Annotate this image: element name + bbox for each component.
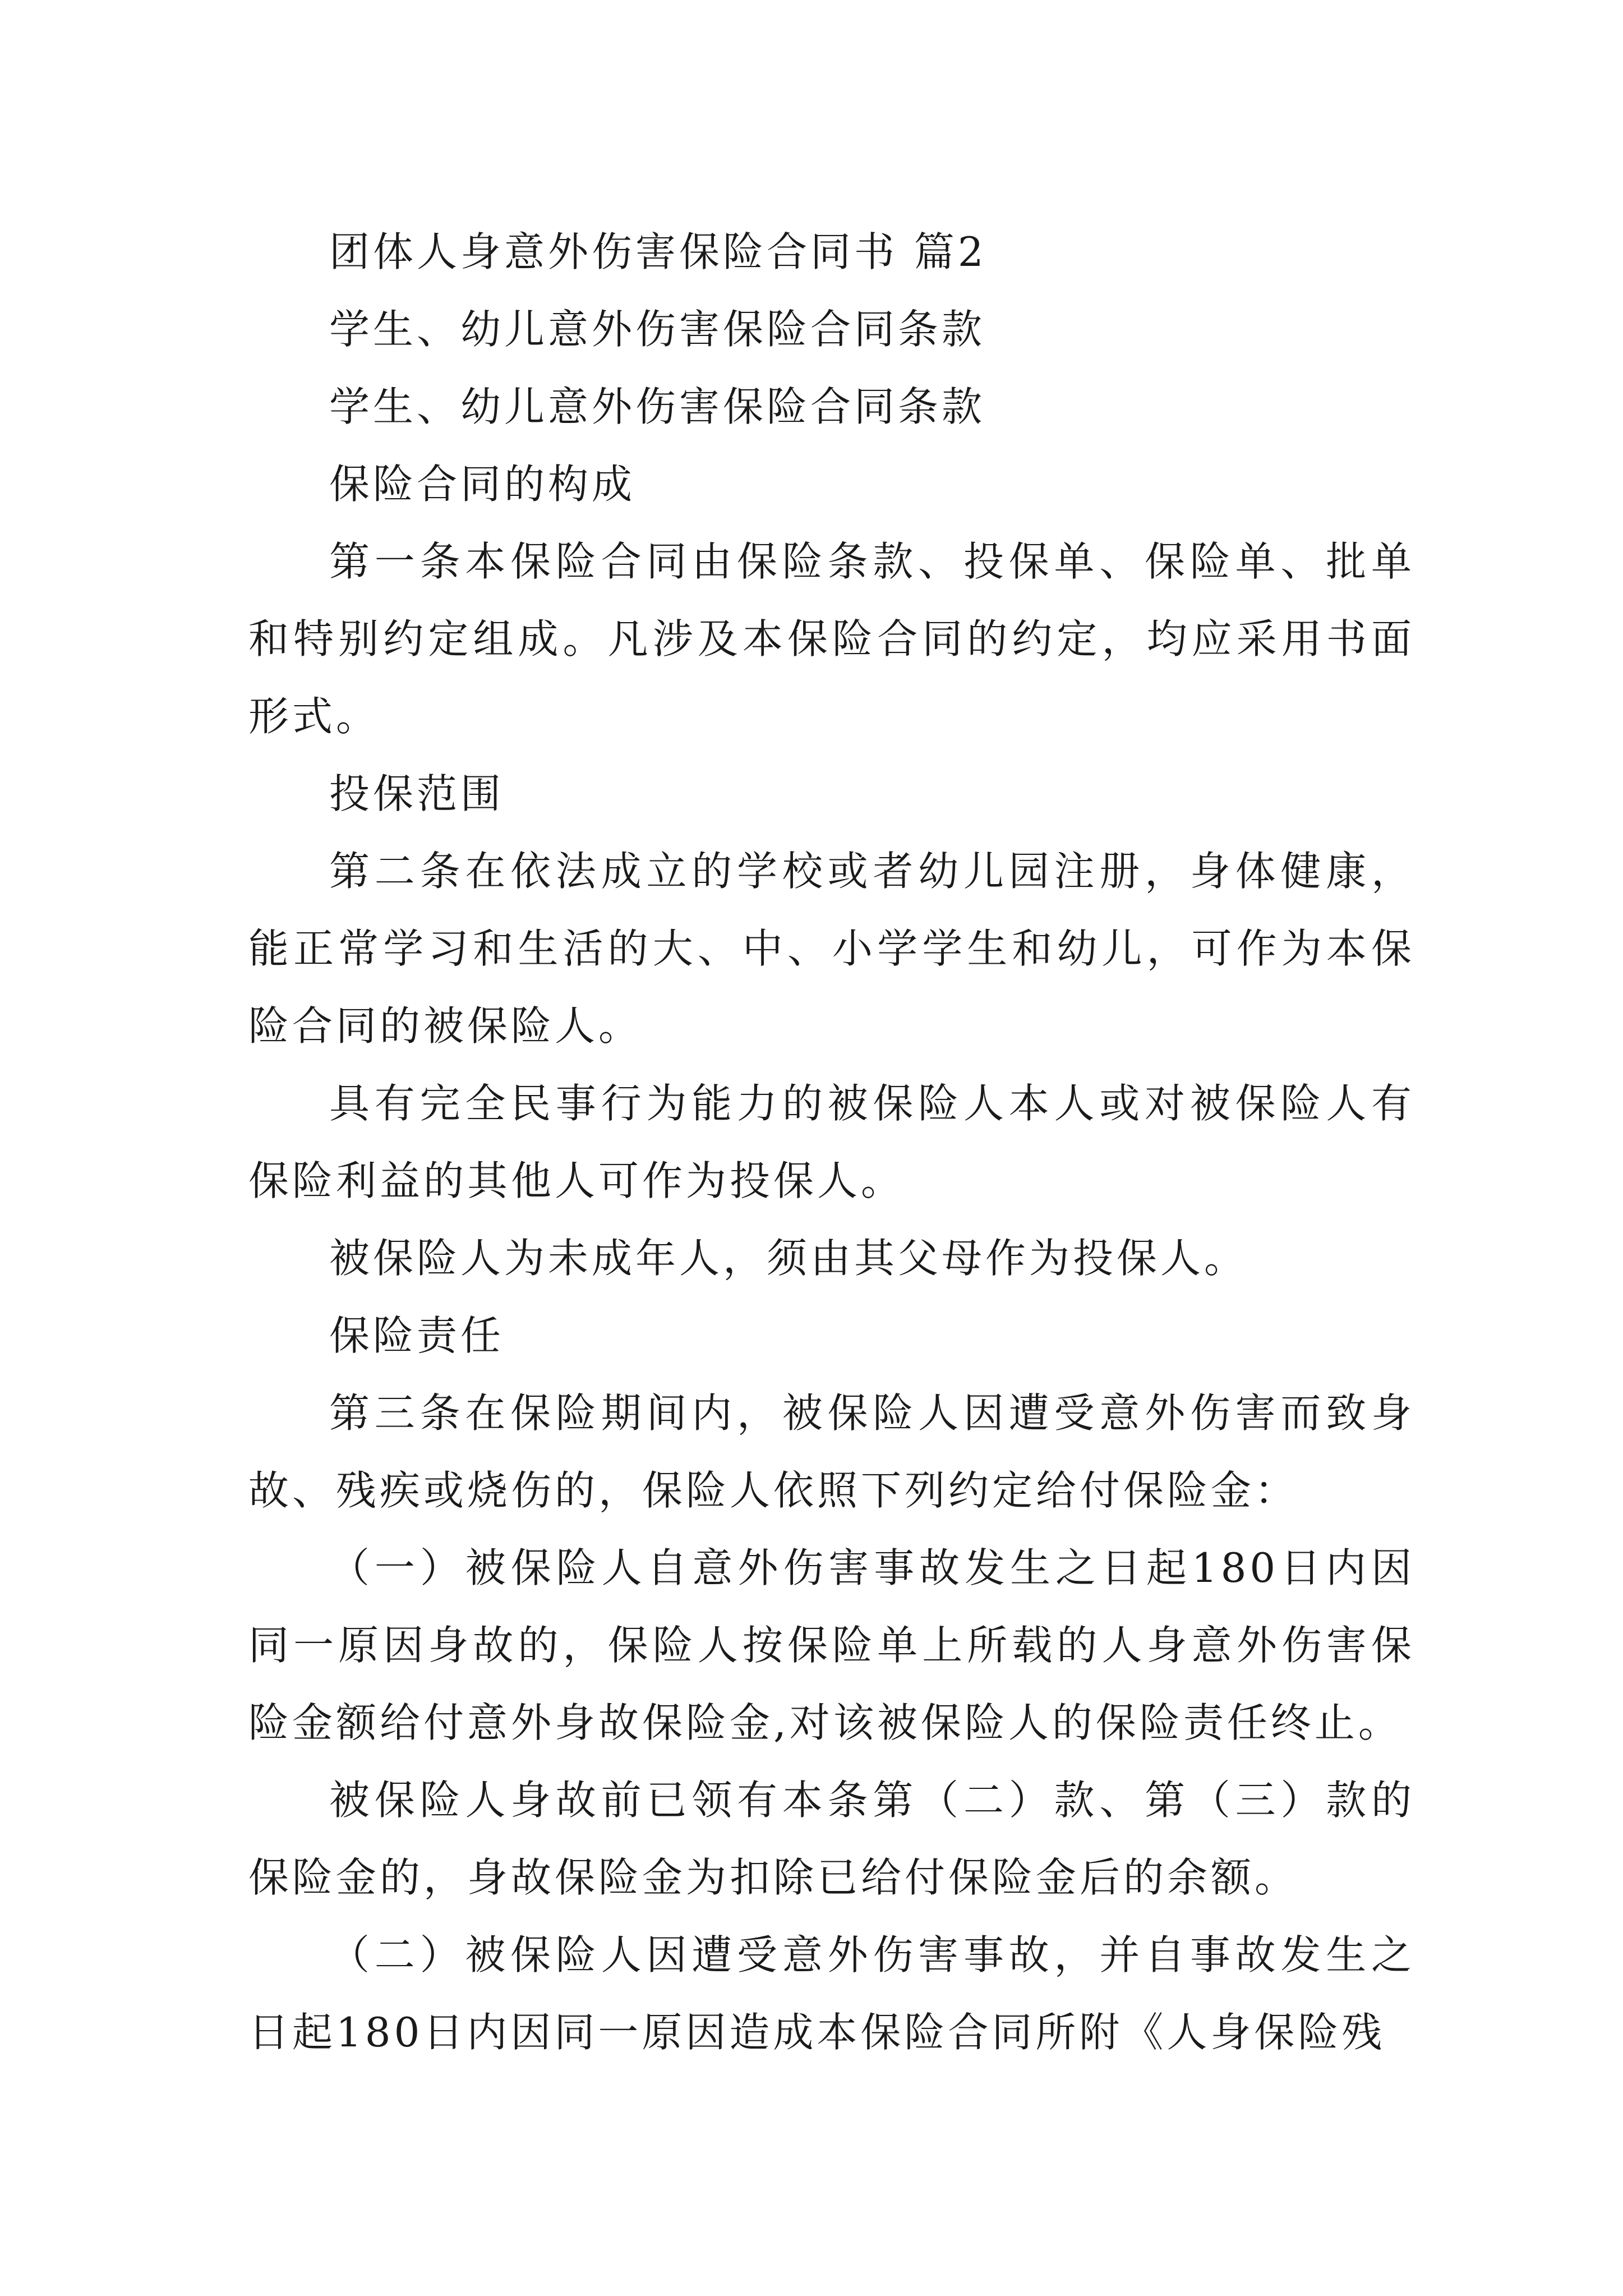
document-subtitle-repeat: 学生、幼儿意外伤害保险合同条款 <box>329 383 986 430</box>
article-3-item-1-paragraph: （一）被保险人自意外伤害事故发生之日起180日内因同一原因身故的，保险人按保险单上所载的人身意外伤害保险金额给付意外身故保险金,对该被保险人的保险责任终止。 <box>248 1544 1415 1746</box>
section-heading-insurance-scope: 投保范围 <box>329 770 505 817</box>
article-3-item-2-paragraph: （二）被保险人因遭受意外伤害事故，并自事故发生之日起180日内因同一原因造成本保险合同所附《人身保险残 <box>248 1931 1415 2056</box>
article-3-item-1-note-paragraph: 被保险人身故前已领有本条第（二）款、第（三）款的保险金的，身故保险金为扣除已给付保险金后的余额。 <box>248 1777 1415 1901</box>
article-2-paragraph: 第二条在依法成立的学校或者幼儿园注册，身体健康，能正常学习和生活的大、中、小学学生和幼儿，可作为本保险合同的被保险人。 <box>248 848 1415 1050</box>
article-2-policyholder-paragraph: 具有完全民事行为能力的被保险人本人或对被保险人有保险利益的其他人可作为投保人。 <box>248 1080 1415 1204</box>
document-subtitle: 学生、幼儿意外伤害保险合同条款 <box>329 306 986 353</box>
section-heading-contract-composition: 保险合同的构成 <box>329 461 636 508</box>
document-body <box>248 213 1415 2071</box>
article-3-paragraph: 第三条在保险期间内，被保险人因遭受意外伤害而致身故、残疾或烧伤的，保险人依照下列约定给付保险金： <box>248 1389 1415 1514</box>
document-title: 团体人身意外伤害保险合同书 篇2 <box>329 228 987 275</box>
article-2-minor-paragraph: 被保险人为未成年人，须由其父母作为投保人。 <box>329 1235 1248 1282</box>
section-heading-insurance-liability: 保险责任 <box>329 1312 505 1359</box>
article-1-paragraph: 第一条本保险合同由保险条款、投保单、保险单、批单和特别约定组成。凡涉及本保险合同的约定，均应采用书面形式。 <box>248 538 1415 740</box>
